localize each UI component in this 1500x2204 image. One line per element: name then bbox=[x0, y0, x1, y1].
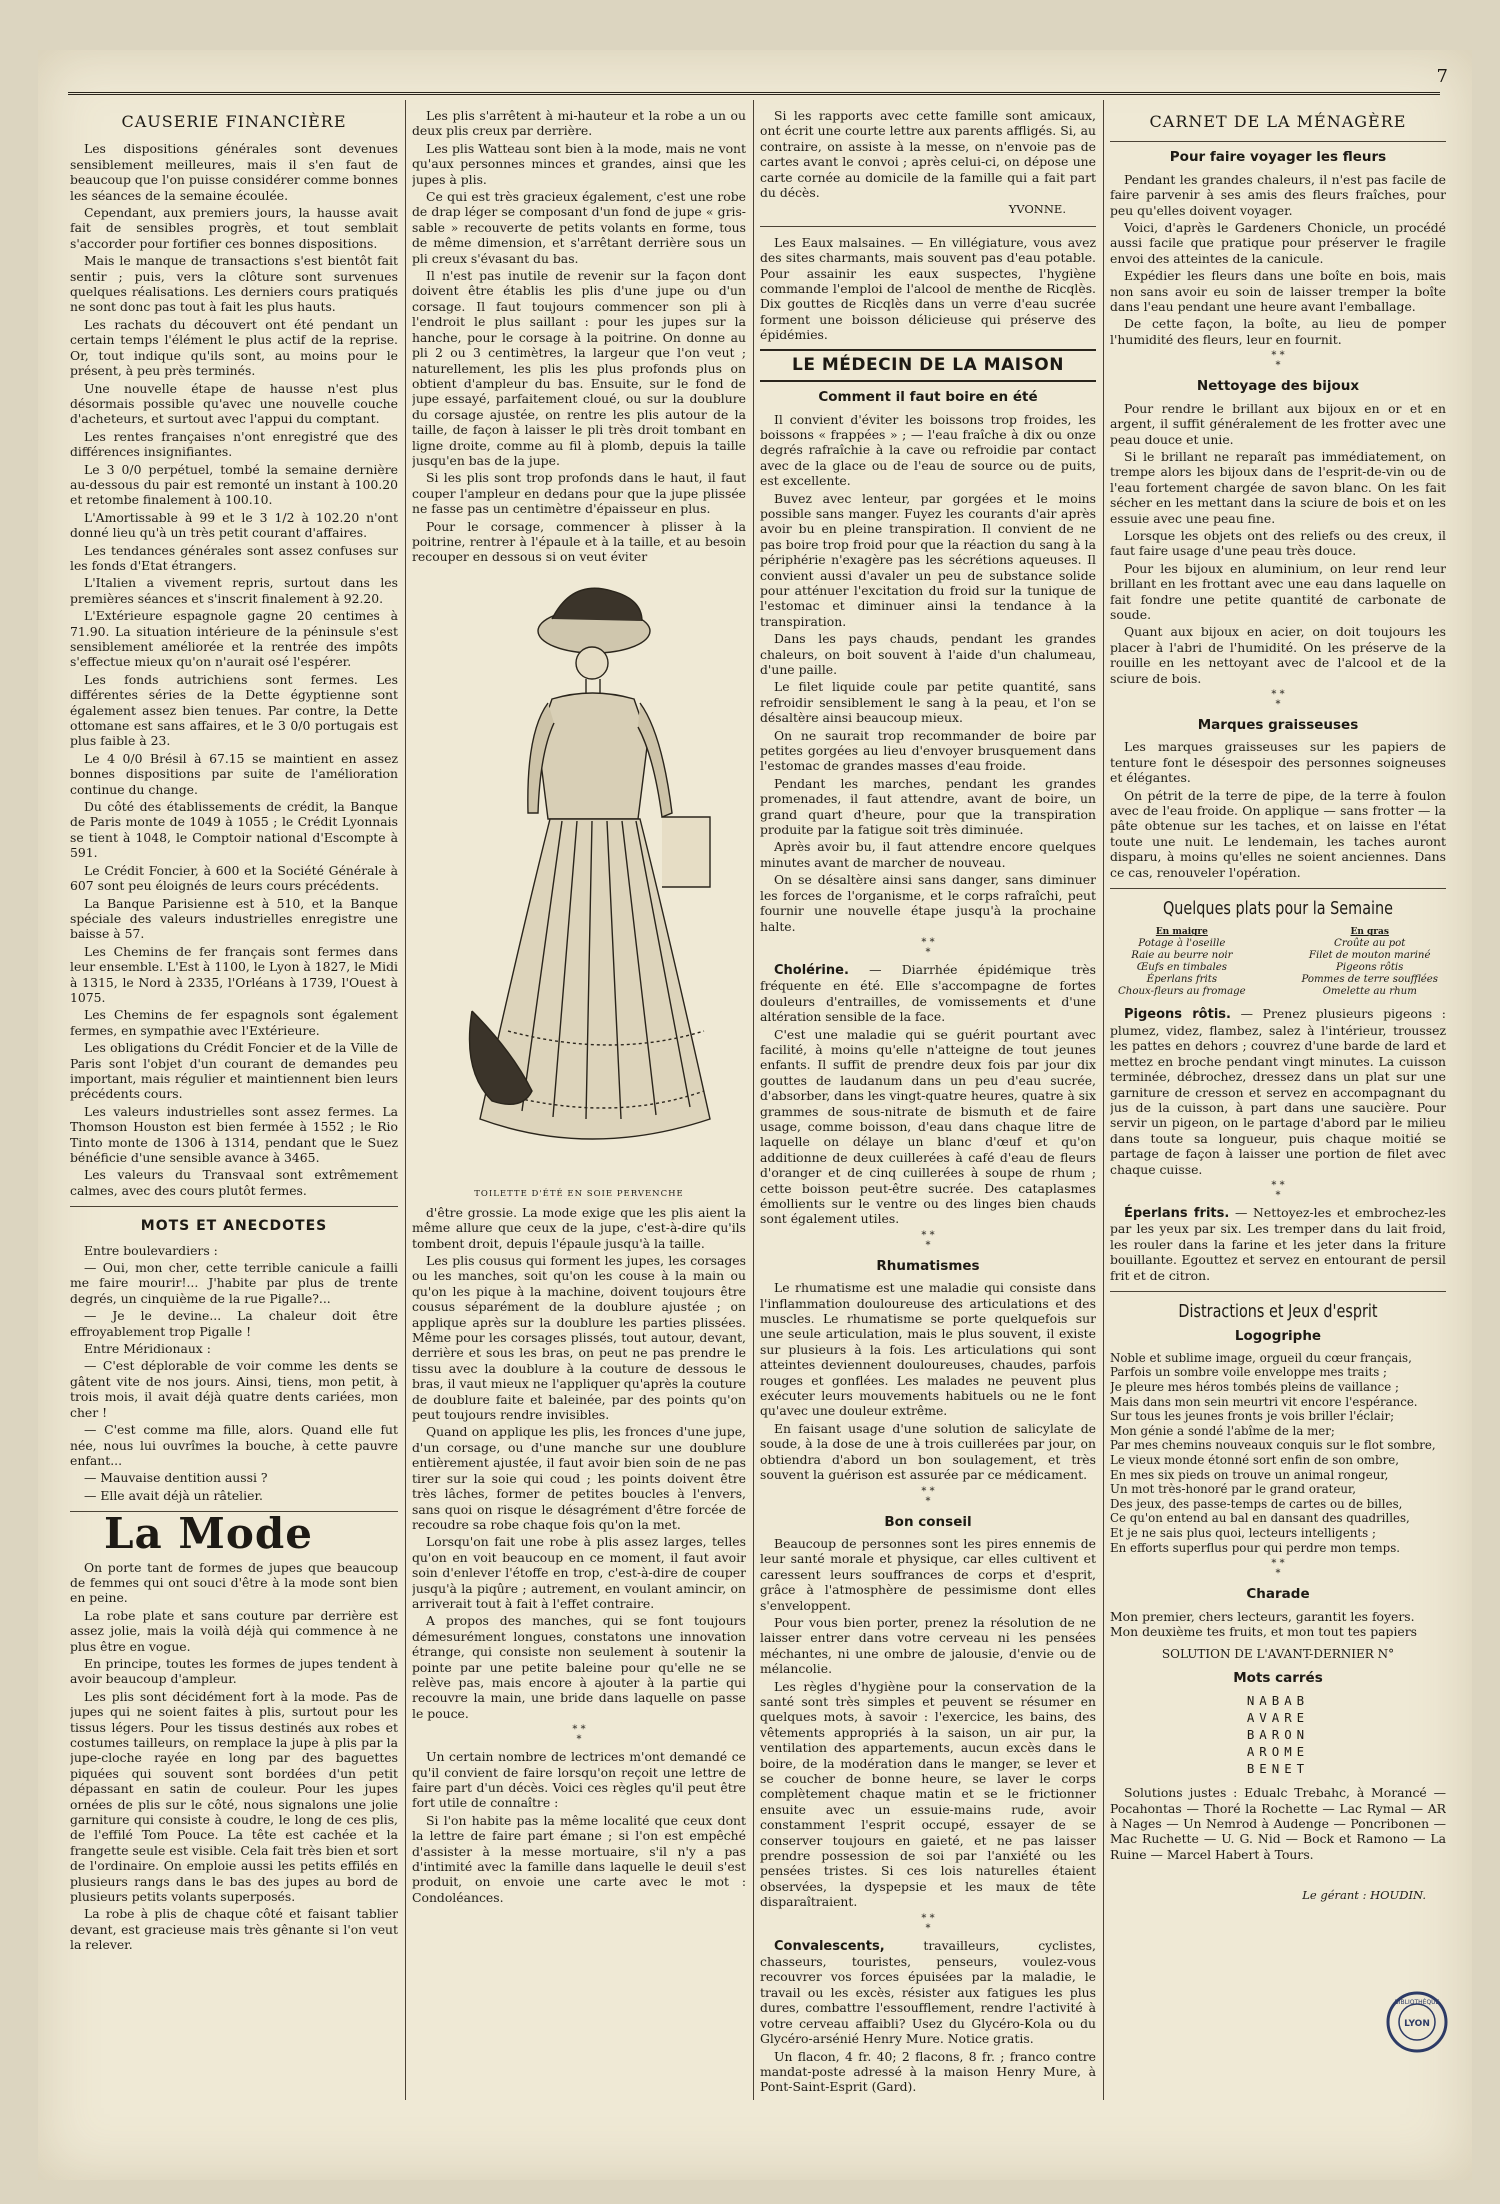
mots-title: MOTS ET ANECDOTES bbox=[140, 1218, 328, 1235]
convalescents-price: Un flacon, 4 fr. 40; 2 flacons, 8 fr. ; franco contre mandat-poste adressé à la maison Henry Mure, à Pont-Saint-Esprit (Gard). bbox=[760, 2048, 1096, 2095]
paragraph: Pendant les marches, pendant les grandes promenades, il faut attendre, avant de boire, un grand quart d'heure, pour que la transpiration produite par la fatigue soit très diminuée. bbox=[760, 775, 1096, 838]
paragraph: L'Amortissable à 99 et le 3 1/2 à 102.20 n'ont donné lieu qu'à un très petit courant d'affaires. bbox=[70, 509, 398, 541]
causerie-title: CAUSERIE FINANCIÈRE bbox=[121, 112, 347, 131]
paragraph: Le Crédit Foncier, à 600 et la Société Générale à 607 sont peu éloignés de leurs cours précédents. bbox=[70, 862, 398, 894]
paragraph: On pétrit de la terre de pipe, de la terre à foulon avec de l'eau froide. On applique — sans frotter — la pâte obtenue sur les taches, et on laisse en l'état toute une nuit. Le lendemain, les taches auront disparu, à moins qu'elles ne soient anciennes. Dans ce cas, renouveler l'opération. bbox=[1110, 787, 1446, 880]
text-line: Ce qu'on entend au bal en dansant des quadrilles, bbox=[1110, 1511, 1410, 1526]
menu-maigre-list bbox=[1118, 938, 1246, 998]
paragraph: Quant aux bijoux en acier, on doit toujours les placer à l'abri de l'humidité. On les préserve de la rouille en les nettoyant avec de l'alcool et de la sciure de bois. bbox=[1110, 624, 1446, 686]
text-line: Potage à l'oseille bbox=[1138, 938, 1226, 950]
paragraph: L'Italien a vivement repris, surtout dans les premières séances et s'inscrit finalement à 92.20. bbox=[70, 575, 398, 606]
paragraph: Les fonds autrichiens sont fermes. Les différentes séries de la Dette égyptienne sont également assez bien tenues. Par contre, la Dette ottomane est sans affaires, et le 3 0/0 portugais est plus faible à 23. bbox=[70, 671, 398, 749]
paragraph: — C'est déplorable de voir comme les dents se gâtent vite de nos jours. Ainsi, tiens, mon petit, à trois mois, il avait déjà quatre dents cariées, mon cher ! bbox=[70, 1358, 398, 1420]
cholerine-text-2: C'est une maladie qui se guérit pourtant avec facilité, à moins qu'elle n'atteigne de tout jeunes enfants. Il suffit de prendre deux fois par jour dix gouttes de laudanum dans un peu d'eau sucrée, d'absorber, dans les vingt-quatre heures, quatre à six grammes de sous-nitrate de bismuth et de faire usage, comme boisson, d'eau dans chaque litre de laquelle on délaye un blanc d'œuf et qu'on additionne de deux cuillerées à café d'eau de fleurs d'oranger et de cinq cuillerées à soupe de rhum ; cette boisson peut-être sucrée. Des cataplasmes émollients sur le ventre ou des linges bien chauds sont également utiles. bbox=[760, 1026, 1096, 1227]
paragraph: Mais le manque de transactions s'est bientôt fait sentir ; puis, vers la clôture sont survenues quelques réalisations. Les derniers cours pratiqués ne sont donc pas tout à fait les plus hauts. bbox=[70, 253, 398, 315]
separator-stars: * * * bbox=[921, 936, 935, 958]
menu-gras-head: En gras bbox=[1350, 927, 1389, 938]
text-line: Omelette au rhum bbox=[1322, 986, 1417, 998]
convalescents-para bbox=[760, 1938, 1096, 2047]
column-3 bbox=[760, 108, 1096, 2168]
paragraph: La robe plate et sans couture par derrière est assez jolie, mais la voilà déjà qui commence à ne plus être en vogue. bbox=[70, 1607, 398, 1654]
paragraph: Les rentes françaises n'ont enregistré que des différences insignifiantes. bbox=[70, 428, 398, 460]
solutions-text: Solutions justes : Edualc Trebahc, à Morancé — Pocahontas — Thoré la Rochette — Lac Rymal — AR à Nages — Un Nemrod à Audenge — Poncribonen — Mac Ruchette — U. G. Nid — Bock et Ramono — La Ruine — Marcel Habert à Tours. bbox=[1110, 1785, 1446, 1862]
paragraph: Les Chemins de fer espagnols sont également fermes, en sympathie avec l'Extérieure. bbox=[70, 1007, 398, 1038]
illustration-caption: TOILETTE D'ÉTÉ EN SOIE PERVENCHE bbox=[474, 1188, 684, 1199]
text-line: Œufs en timbales bbox=[1136, 962, 1228, 974]
cholerine-text: — Diarrhée épidémique très fréquente en été. Elle s'accompagne de fortes douleurs d'entrailles, de vomissements et d'une altération sensible de la face. bbox=[760, 961, 1096, 1025]
column-2 bbox=[412, 108, 746, 2168]
paragraph: Pour le corsage, commencer à plisser à la poitrine, rentrer à l'épaule et à la taille, et au besoin recouper en dessous si on veut éviter bbox=[412, 518, 746, 565]
paragraph: Les règles d'hygiène pour la conservation de la santé sont très simples et peuvent se résumer en quelques mots, à savoir : l'exercice, les bains, des vêtements appropriés à la saison, un air pur, la ventilation des appartements, aucun excès dans le boire, de la modération dans le manger, se lever et se coucher de bonne heure, se laver le corps complètement chaque matin et se le frictionner ensuite avec un essuie-mains rude, avoir constamment l'esprit occupé, essayer de se conserver toujours en gaieté, et ne pas laisser prendre possession de soi par l'anxiété ou les pensées tristes. Si ces lois naturelles étaient observées, la dyspepsie et les maux de tête disparaîtraient. bbox=[760, 1678, 1096, 1910]
separator-stars: * * * bbox=[921, 1229, 935, 1251]
paragraph: Les valeurs industrielles sont assez fermes. La Thomson Houston est bien fermée à 1552 ; le Rio Tinto monte de 1306 à 1314, pendant que le Suez bénéficie d'une sensible avance à 3465. bbox=[70, 1103, 398, 1165]
conseil-body bbox=[760, 1536, 1096, 1910]
paragraph: En principe, toutes les formes de jupes tendent à avoir beaucoup d'ampleur. bbox=[70, 1655, 398, 1687]
medecin-subtitle: Comment il faut boire en été bbox=[818, 389, 1038, 406]
bijoux-body bbox=[1110, 401, 1446, 686]
text-line: BARON bbox=[1246, 1727, 1310, 1743]
text-line: Pommes de terre soufflées bbox=[1301, 974, 1438, 986]
paragraph: — Elle avait déjà un râtelier. bbox=[84, 1487, 263, 1503]
paragraph: Si les plis sont trop profonds dans le haut, il faut couper l'ampleur en dedans pour que la jupe plissée ne fasse pas un centimètre d'épaisseur en plus. bbox=[412, 470, 746, 517]
text-line: Raie au beurre noir bbox=[1131, 950, 1233, 962]
menu-gras bbox=[1301, 926, 1438, 998]
plats-title: Quelques plats pour la Semaine bbox=[1162, 898, 1394, 920]
paragraph: Si le brillant ne reparaît pas immédiatement, on trempe alors les bijoux dans de l'esprit-de-vin ou de l'eau fortement chargée de savon blanc. On les fait sécher en les mettant dans la sciure de bois et on les essuie avec une peau fine. bbox=[1110, 448, 1446, 526]
dress-figure bbox=[412, 571, 746, 1183]
rhumatismes-title: Rhumatismes bbox=[876, 1257, 980, 1274]
paragraph: — C'est comme ma fille, alors. Quand elle fut née, nous lui ouvrîmes la bouche, à cette pauvre enfant... bbox=[70, 1422, 398, 1468]
column-rule bbox=[405, 100, 406, 2100]
eaux-malsaines: Les Eaux malsaines. — En villégiature, vous avez des sites charmants, mais souvent pas d'eau potable. Pour assainir les eaux suspectes, l'hygiène commande l'emploi de l'alcool de menthe de Ricqlès. Dix gouttes de Ricqlès dans un verre d'eau sucrée forment une boisson délicieuse qui préserve des épidémies. bbox=[760, 234, 1096, 343]
text-line: Mon deuxième tes fruits, et mon tout tes papiers bbox=[1110, 1623, 1418, 1639]
eperlans-text: — Nettoyez-les et embrochez-les par les yeux par six. Les tremper dans du lait froid, les rouler dans la farine et les jeter dans la friture bouillante. Egouttez et servez en entourant de persil frit et de citron. bbox=[1110, 1204, 1446, 1283]
rhumatismes-body bbox=[760, 1280, 1096, 1482]
paragraph: Les Chemins de fer français sont fermes dans leur ensemble. L'Est à 1100, le Lyon à 1827, le Midi à 1315, le Nord à 2335, l'Orléans à 1739, l'Ouest à 1075. bbox=[70, 943, 398, 1005]
divider bbox=[1110, 888, 1446, 889]
paragraph: Une nouvelle étape de hausse n'est plus désormais possible qu'avec une nouvelle couche d'acheteurs, et surtout avec l'appui du comptant. bbox=[70, 380, 398, 427]
divider bbox=[760, 226, 1096, 227]
mots-body bbox=[70, 1243, 398, 1504]
text-line: Sur tous les jeunes fronts je vois briller l'éclair; bbox=[1110, 1409, 1395, 1424]
paragraph: Pour vous bien porter, prenez la résolution de ne laisser entrer dans votre cerveau ni les pensées méchantes, ni une ombre de jalousie, d'envie ou de mélancolie. bbox=[760, 1614, 1096, 1677]
text-line: Mon premier, chers lecteurs, garantit les foyers. bbox=[1110, 1608, 1415, 1624]
marques-body bbox=[1110, 739, 1446, 880]
text-line: Je pleure mes héros tombés pleins de vaillance ; bbox=[1110, 1379, 1399, 1394]
medecin-body bbox=[760, 412, 1096, 934]
paragraph: Entre Méridionaux : bbox=[84, 1341, 211, 1357]
text-line: En efforts superflus pour qui perdre mon temps. bbox=[1110, 1540, 1401, 1555]
logogriphe-title: Logogriphe bbox=[1234, 1328, 1322, 1345]
paragraph: Les plis cousus qui forment les jupes, les corsages ou les manches, soit qu'on les couse à la main ou qu'on les pique à la machine, doivent toujours être cousus séparément de la doublure ajustée ; on applique après sur la doublure les parties plissées. Même pour les corsages plissés, tout autour, devant, derrière et sous les bras, on peut ne pas prendre le tissu avec la doublure à la couture de dessous le bras, il vaut mieux ne l'appliquer qu'après la couture de doublure faite et baleinée, par des points qu'on peut toujours rendre invisibles. bbox=[412, 1253, 746, 1423]
la-mode-title: La Mode bbox=[104, 1509, 313, 1559]
separator-stars: * * * bbox=[1271, 1179, 1285, 1201]
paragraph: Le rhumatisme est une maladie qui consiste dans l'inflammation douloureuse des articulations et des muscles. Le rhumatisme se porte quelquefois sur une seule articulation, mais le plus souvent, il existe sur plusieurs à la fois. Les articulations qui sont atteintes deviennent douloureuses, chaudes, parfois rouges et gonflées. Les malades ne peuvent plus exécuter leurs mouvements habituels ou ne le font qu'avec une douleur extrême. bbox=[760, 1280, 1096, 1419]
paragraph: On ne saurait trop recommander de boire par petites gorgées au lieu d'envoyer brusquement dans l'estomac de grandes masses d'eau froide. bbox=[760, 727, 1096, 774]
paragraph: — Mauvaise dentition aussi ? bbox=[84, 1470, 268, 1486]
separator-stars: * * * bbox=[921, 1912, 935, 1934]
paragraph: Les rachats du découvert ont été pendant un certain temps l'élément le plus actif de la reprise. Or, tout indique qu'ils sont, au moins pour le présent, à peu près terminés. bbox=[70, 316, 398, 379]
paragraph: — Je le devine... La chaleur doit être effroyablement trop Pigalle ! bbox=[70, 1308, 398, 1339]
divider bbox=[1110, 1291, 1446, 1292]
paragraph: En faisant usage d'une solution de salicylate de soude, à la dose de une à trois cuillerées par jour, on obtiendra d'abord un bon soulagement, et très souvent la guérison est assurée par ce médicament. bbox=[760, 1420, 1096, 1483]
paragraph: Lorsque les objets ont des reliefs ou des creux, il faut faire usage d'une peau très douce. bbox=[1110, 527, 1446, 559]
marques-title: Marques graisseuses bbox=[1197, 717, 1359, 733]
paragraph: Pour rendre le brillant aux bijoux en or et en argent, il suffit généralement de les frotter avec une peau douce et unie. bbox=[1110, 400, 1446, 447]
jeux-title: Distractions et Jeux d'esprit bbox=[1178, 1300, 1378, 1322]
text-line: Éperlans frits bbox=[1146, 974, 1218, 986]
paragraph: Les obligations du Crédit Foncier et de la Ville de Paris sont l'objet d'un courant de demandes peu important, mais régulier et maintiennent bien leurs précédents cours. bbox=[70, 1040, 398, 1102]
paragraph: Voici, d'après le Gardeners Chonicle, un procédé aussi facile que pratique pour préserver le fragile envoi des atteintes de la canicule. bbox=[1110, 220, 1446, 266]
text-line: Choux-fleurs au fromage bbox=[1118, 986, 1246, 998]
paragraph: Les plis s'arrêtent à mi-hauteur et la robe a un ou deux plis creux par derrière. bbox=[412, 108, 746, 139]
text-line: Un mot très-honoré par le grand orateur, bbox=[1110, 1482, 1357, 1497]
convalescents-lead: Convalescents, bbox=[774, 1938, 885, 1954]
paragraph: La robe à plis de chaque côté et faisant tablier devant, est gracieuse mais très gênante si l'on veut la relever. bbox=[70, 1906, 398, 1953]
text-line: Des jeux, des passe-temps de cartes ou de billes, bbox=[1110, 1496, 1403, 1511]
menu-gras-list bbox=[1301, 938, 1438, 998]
paragraph: De cette façon, la boîte, au lieu de pomper l'humidité des fleurs, leur en fournit. bbox=[1110, 316, 1446, 347]
text-line: Le vieux monde étonné sort enfin de son ombre, bbox=[1110, 1452, 1399, 1467]
paragraph: Après avoir bu, il faut attendre encore quelques minutes avant de marcher de nouveau. bbox=[760, 839, 1096, 870]
paragraph: Du côté des établissements de crédit, la Banque de Paris monte de 1049 à 1055 ; le Crédit Lyonnais se tient à 1048, le Comptoir national d'Escompte à 591. bbox=[70, 799, 398, 861]
convalescents-text: travailleurs, cyclistes, chasseurs, touristes, penseurs, voulez-vous recouvrer vos forces épuisées par la maladie, le travail ou les excès, résister aux fatigues les plus dures, combattre l'essoufflement, rendre l'activité à votre cerveau affaibli? Usez du Glycéro-Kola ou du Glycéro-arsénié Henry Mure. Notice gratis. bbox=[760, 1937, 1096, 2047]
text-line: Filet de mouton mariné bbox=[1308, 950, 1431, 962]
column-rule bbox=[1103, 100, 1104, 2100]
library-stamp-icon bbox=[1385, 1990, 1449, 2054]
menagere-title: CARNET DE LA MÉNAGÈRE bbox=[1149, 112, 1407, 131]
la-mode-end bbox=[760, 108, 1096, 200]
paragraph: Cependant, aux premiers jours, la hausse avait fait de sensibles progrès, et tout semblait s'accorder pour fortifier ces bonnes dispositions. bbox=[70, 205, 398, 251]
paragraph: Ce qui est très gracieux également, c'est une robe de drap léger se composant d'un fond de jupe « gris-sable » recouverte de petits volants en forme, tous de même dimension, et s'arrêtant derrière sous un pli creux s'évasant du bas. bbox=[412, 189, 746, 266]
column-1 bbox=[70, 108, 398, 2168]
divider bbox=[1110, 141, 1446, 142]
eperlans-recipe bbox=[1110, 1205, 1446, 1283]
paragraph: Buvez avec lenteur, par gorgées et le moins possible sans manger. Fuyez les courants d'air après avoir bu en pleine transpiration. Il convient de ne pas boire trop froid pour que la réaction du sang à la périphérie n'exagère pas les sécrétions aqueuses. Il convient aussi d'avaler un peu de substance solide pour atténuer l'excitation du froid sur la tunique de l'estomac et diminuer ainsi la tendance à la transpiration. bbox=[760, 490, 1096, 629]
paragraph: A propos des manches, qui se font toujours démesurément longues, constatons une innovation étrange, qui consiste non seulement à soutenir la pointe par une petite baleine pour qu'elle ne se relève pas, mais encore à ajouter à la partie qui recouvre la main, une bride dans laquelle on passe le pouce. bbox=[412, 1613, 746, 1721]
charade-title: Charade bbox=[1246, 1586, 1310, 1603]
separator-stars: * * * bbox=[1271, 689, 1285, 710]
paragraph: Entre boulevardiers : bbox=[84, 1242, 218, 1258]
text-line: En mes six pieds on trouve un animal rongeur, bbox=[1110, 1467, 1389, 1482]
paragraph: Expédier les fleurs dans une boîte en bois, mais non sans avoir eu soin de laisser tremper la boîte dans l'eau pendant une heure avant l'emballage. bbox=[1110, 268, 1446, 315]
paragraph: Les tendances générales sont assez confuses sur les fonds d'Etat étrangers. bbox=[70, 542, 398, 573]
separator-stars: * * * bbox=[572, 1724, 586, 1746]
paragraph: Un certain nombre de lectrices m'ont demandé ce qu'il convient de faire lorsqu'on reçoit une lettre de faire part d'un décès. Voici ces règles qu'il peut être fort utile de connaître : bbox=[412, 1749, 746, 1811]
text-line: Mais dans mon sein meurtri vit encore l'espérance. bbox=[1110, 1394, 1418, 1409]
column-rule bbox=[753, 100, 754, 2100]
separator-stars: * * * bbox=[1271, 1558, 1285, 1580]
la-mode-body-continued bbox=[412, 108, 746, 565]
word-square bbox=[1110, 1692, 1446, 1777]
paragraph: Les dispositions générales sont devenues sensiblement meilleures, mais il s'en faut de beaucoup que l'on puisse considérer comme bonnes les séances de la semaine écoulée. bbox=[70, 141, 398, 203]
paragraph: Pendant les grandes chaleurs, il n'est pas facile de faire parvenir à ses amis des fleurs fraîches, pour peu qu'elles doivent voyager. bbox=[1110, 171, 1446, 218]
text-line: BENET bbox=[1246, 1761, 1310, 1777]
fashion-illustration bbox=[412, 571, 746, 1201]
text-line: Et je ne sais plus quoi, lecteurs intelligents ; bbox=[1110, 1525, 1376, 1540]
separator-stars: * * * bbox=[921, 1485, 935, 1507]
menu-maigre bbox=[1118, 926, 1246, 998]
paragraph: L'Extérieure espagnole gagne 20 centimes à 71.90. La situation intérieure de la péninsule s'est sensiblement améliorée et la rentrée des impôts s'effectue mieux qu'on n'aurait osé l'espérer. bbox=[70, 608, 398, 670]
cholerine-para bbox=[760, 962, 1096, 1025]
eperlans-lead: Éperlans frits. bbox=[1124, 1205, 1230, 1221]
text-line: NABAB bbox=[1246, 1693, 1310, 1709]
text-line: Croûte au pot bbox=[1334, 938, 1406, 950]
text-line: AROME bbox=[1246, 1744, 1310, 1760]
paragraph: Il n'est pas inutile de revenir sur la façon dont doivent être établis les plis d'une jupe ou d'un corsage. Il faut toujours commencer son pli à l'endroit le plus saillant : pour les jupes sur la hanche, pour le corsage à la poitrine. On donne au pli 2 ou 3 centimètres, la largeur que l'on veut ; naturellement, les plis les plus profonds plus on obtient d'ampleur du bas. Ensuite, sur le fond de jupe essayé, parfaitement cloué, ou sur la doublure du corsage ajustée, on rentre les plis autour de la taille, de façon à laisser le pli très droit tombant en ligne droite, comme au fil à plomb, depuis la taille jusqu'en bas de la jupe. bbox=[412, 268, 746, 468]
paragraph: — Oui, mon cher, cette terrible canicule a failli me faire mourir!... J'habite par plus de trente degrés, un cinquième de la rue Pigalle?... bbox=[70, 1260, 398, 1306]
stamp-top: BIBLIOTHÈQUE bbox=[1394, 1999, 1440, 2006]
text-line: Mon génie a sondé l'abîme de la mer; bbox=[1110, 1423, 1335, 1438]
bijoux-title: Nettoyage des bijoux bbox=[1196, 378, 1360, 395]
paragraph: Dans les pays chauds, pendant les grandes chaleurs, on boit souvent à l'aide d'un chalumeau, d'une paille. bbox=[760, 631, 1096, 677]
paragraph: Les plis sont décidément fort à la mode. Pas de jupes qui ne soient faites à plis, surtout pour les tissus légers. Pour les tissus destinés aux robes et costumes tailleurs, on remplace la jupe à plis par la jupe-cloche rayée en long par des baguettes piquées qui souvent sont bordées d'un petit dépassant en satin de couleur. Pour les jupes ornées de plis sur le côté, nous signalons une jolie garniture qui consiste à coudre, le long de ces plis, de l'effilé Tom Pouce. La tête est cachée et la frangette seule est visible. Cela fait très bien et sort de l'ordinaire. On emploie aussi les petits effilés en plusieurs rangs dans le bas des jupes au bord de plusieurs petits volants superposés. bbox=[70, 1688, 398, 1905]
paragraph: Beaucoup de personnes sont les pires ennemis de leur santé morale et physique, car elles cultivent et caressent leurs souffrances de corps et d'esprit, grâce à l'atmosphère de pessimisme dont elles s'enveloppent. bbox=[760, 1535, 1096, 1613]
la-mode-after-2 bbox=[412, 1749, 746, 1905]
weekly-menu bbox=[1110, 926, 1446, 998]
divider bbox=[70, 1206, 398, 1207]
paragraph: Pour les bijoux en aluminium, on leur rend leur brillant en les frottant avec une eau dans laquelle on fait fondre une petite quantité de carbonate de soude. bbox=[1110, 560, 1446, 622]
page-number: 7 bbox=[1436, 66, 1448, 87]
cholerine-lead: Cholérine. bbox=[774, 962, 849, 978]
column-4 bbox=[1110, 108, 1446, 2168]
voyager-body bbox=[1110, 172, 1446, 347]
paragraph: Les valeurs du Transvaal sont extrêmement calmes, avec des cours plutôt fermes. bbox=[70, 1167, 398, 1198]
paragraph: Le 3 0/0 perpétuel, tombé la semaine dernière au-dessous du pair est remonté un instant à 100.20 et retombe finalement à 100.10. bbox=[70, 461, 398, 508]
paragraph: Quand on applique les plis, les fronces d'une jupe, d'un corsage, ou d'une manche sur une doublure entièrement ajustée, il faut avoir bien soin de ne pas tirer sur la soie qui coud ; les points doivent être très lâches, former de petites boucles à l'envers, sans quoi on risque le désagrément d'être forcée de recoudre sa robe chaque fois qu'on la met. bbox=[412, 1424, 746, 1532]
paragraph: Le filet liquide coule par petite quantité, sans refroidir sensiblement le sang à la peau, et l'on se désaltère ainsi beaucoup mieux. bbox=[760, 679, 1096, 726]
paragraph: Si les rapports avec cette famille sont amicaux, ont écrit une courte lettre aux parents affligés. Si, au contraire, on assiste à la messe, on n'envoie pas de cartes avant le convoi ; après celui-ci, on dépose une carte cornée au domicile de la famille qui a fait part du décès. bbox=[760, 108, 1096, 201]
paragraph: Lorsqu'on fait une robe à plis assez larges, telles qu'on en voit beaucoup en ce moment, il faut avoir soin d'enlever l'étoffe en trop, c'est-à-dire de couper jusqu'à la piqûre ; autrement, en voulant amincir, on arriverait tout à fait à l'effet contraire. bbox=[412, 1534, 746, 1611]
paragraph: Il convient d'éviter les boissons trop froides, les boissons « frappées » ; — l'eau fraîche à dix ou onze degrés rafraîchie à la cave ou refroidie par contact avec de la glace ou de l'eau de source ou de puits, est excellente. bbox=[760, 411, 1096, 489]
pigeons-lead: Pigeons rôtis. bbox=[1124, 1007, 1231, 1023]
stamp-bottom: LYON bbox=[1404, 2019, 1430, 2029]
conseil-title: Bon conseil bbox=[884, 1513, 972, 1530]
text-line: Parfois un sombre voile enveloppe mes traits ; bbox=[1110, 1365, 1387, 1380]
top-rule bbox=[68, 92, 1440, 95]
causerie-body bbox=[70, 141, 398, 1198]
paragraph: La Banque Parisienne est à 510, et la Banque spéciale des valeurs industrielles enregistre une baisse à 57. bbox=[70, 895, 398, 942]
la-mode-after bbox=[412, 1205, 746, 1721]
paragraph: On porte tant de formes de jupes que beaucoup de femmes qui ont souci d'être à la mode sont bien en peine. bbox=[70, 1559, 398, 1606]
voyager-title: Pour faire voyager les fleurs bbox=[1169, 149, 1387, 166]
charade-body bbox=[1110, 1609, 1446, 1640]
text-line: AVARE bbox=[1246, 1710, 1310, 1726]
paragraph: Le 4 0/0 Brésil à 67.15 se maintient en assez bonnes dispositions par suite de l'amélioration continue du change. bbox=[70, 750, 398, 797]
paragraph: d'être grossie. La mode exige que les plis aient la même allure que ceux de la jupe, c'est-à-dire qu'ils tombent droit, depuis l'épaule jusqu'à la taille. bbox=[412, 1204, 746, 1251]
paragraph: On se désaltère ainsi sans danger, sans diminuer les forces de l'organisme, et le corps rafraîchi, peut fournir une nouvelle étape jusqu'à la prochaine halte. bbox=[760, 872, 1096, 934]
solution-title: SOLUTION DE L'AVANT-DERNIER N° bbox=[1161, 1647, 1395, 1662]
paragraph: Les marques graisseuses sur les papiers de tenture font le désespoir des personnes soigneuses et élégantes. bbox=[1110, 739, 1446, 786]
signature: YVONNE. bbox=[1008, 202, 1066, 217]
paragraph: Les plis Watteau sont bien à la mode, mais ne vont qu'aux personnes minces et grandes, ainsi que les jupes à plis. bbox=[412, 140, 746, 187]
pigeons-text: — Prenez plusieurs pigeons : plumez, videz, flambez, salez à l'intérieur, troussez les pattes en dehors ; couvrez d'une barde de lard et mettez en broche pendant vingt minutes. La cuisson terminée, débrochez, dressez dans un plat sur une garniture de cresson et servez en accompagnant du jus de la cuisson, à part dans une saucière. Pour servir un pigeon, on le partage d'abord par le milieu dans toute sa longueur, puis chaque moitié se partage de façon à laisser une portion de filet avec chaque cuisse. bbox=[1110, 1006, 1446, 1177]
pigeons-recipe bbox=[1110, 1006, 1446, 1176]
paragraph: Si l'on habite pas la même localité que ceux dont la lettre de faire part émane ; si l'on est empêché d'assister à la messe mortuaire, s'il n'y a pas d'intimité avec la famille dans laquelle le deuil s'est produit, on envoie une carte avec le mot : Condoléances. bbox=[412, 1812, 746, 1905]
la-mode-body bbox=[70, 1560, 398, 1953]
medecin-title: LE MÉDECIN DE LA MAISON bbox=[760, 349, 1096, 382]
text-line: Noble et sublime image, orgueil du cœur français, bbox=[1110, 1350, 1412, 1365]
logogriphe-poem bbox=[1110, 1351, 1446, 1555]
menu-maigre-head: En maigre bbox=[1155, 927, 1208, 938]
mots-carres-title: Mots carrés bbox=[1233, 1669, 1323, 1686]
text-line: Par mes chemins nouveaux conquis sur le flot sombre, bbox=[1110, 1438, 1436, 1453]
gerant-line: Le gérant : HOUDIN. bbox=[1302, 1888, 1426, 1903]
separator-stars: * * * bbox=[1271, 350, 1285, 372]
text-line: Pigeons rôtis bbox=[1336, 962, 1404, 974]
